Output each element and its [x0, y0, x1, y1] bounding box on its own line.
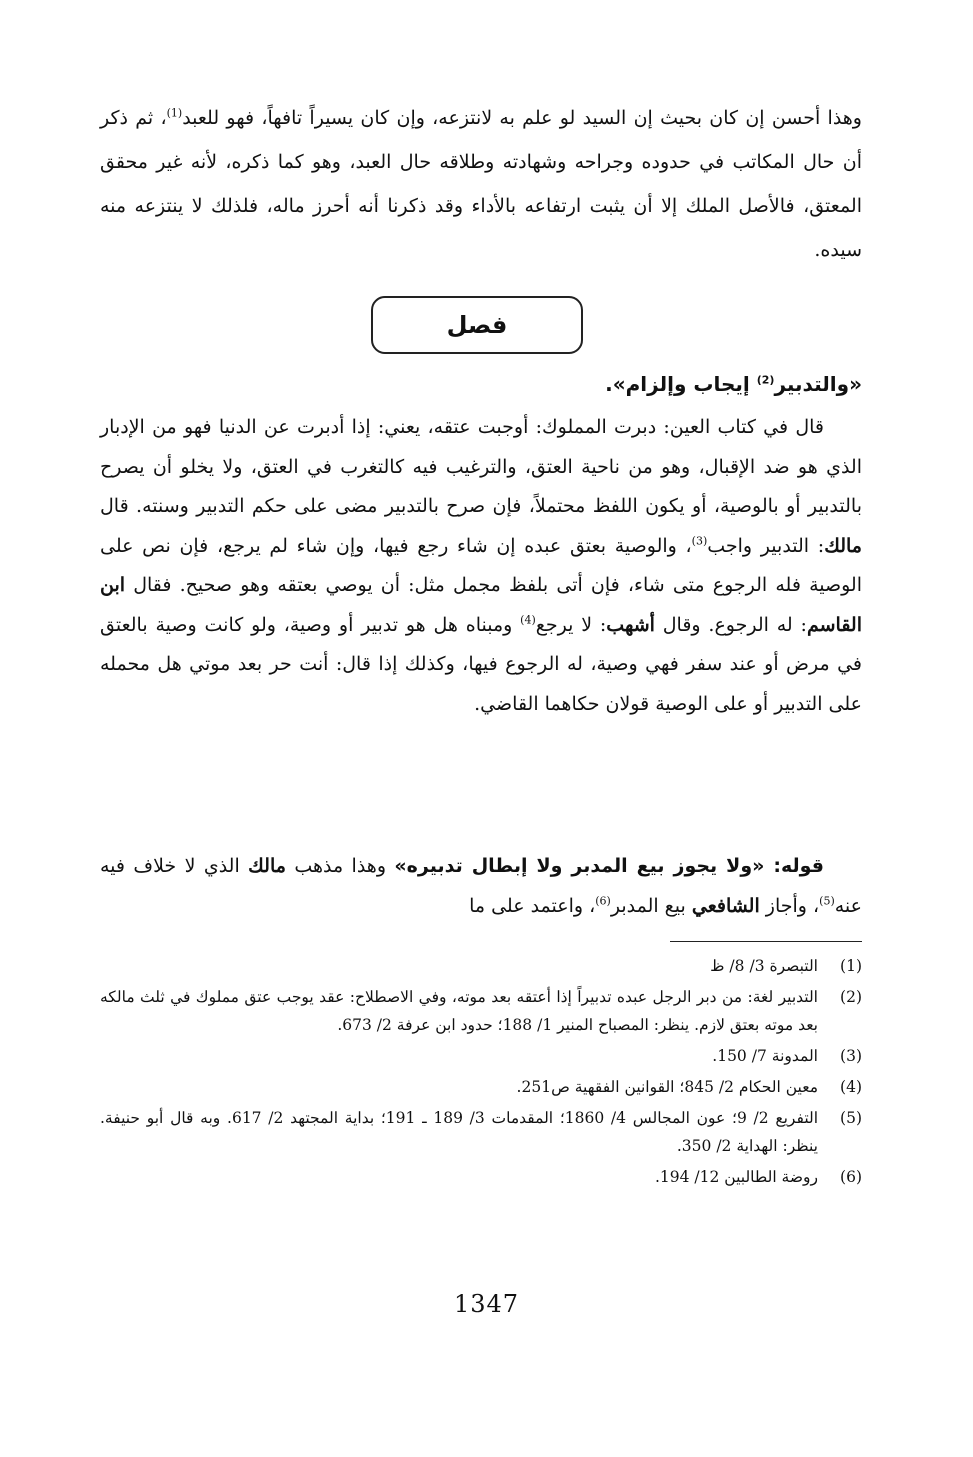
footnote-6 — [100, 1163, 862, 1191]
p2-text-e: ، واعتمد على ما — [469, 895, 596, 917]
footnote-ref-1: (1) — [166, 106, 183, 120]
p2-text-a: وهذا مذهب — [285, 855, 395, 877]
page-number: 1347 — [453, 1290, 520, 1318]
matn-rest: إيجاب وإلزام». — [605, 372, 757, 396]
footnote-5 — [100, 1104, 862, 1160]
p2-text-d: بيع المدبر — [610, 895, 692, 917]
matn-open: «والتدبير — [774, 372, 862, 396]
footnote-ref-5: (5) — [819, 894, 835, 908]
p1-text-e: : لا يرجع — [535, 613, 607, 636]
footnote-text: معين الحكام 2/ 845؛ القوانين الفقهية ص251. — [516, 1078, 818, 1096]
commentary-paragraph-2 — [100, 846, 862, 926]
footnote-number: (5) — [840, 1109, 862, 1127]
footnote-text: المدونة 7/ 150. — [712, 1047, 818, 1065]
footnote-4 — [100, 1073, 862, 1101]
matn-quote — [100, 364, 862, 404]
footnote-text: روضة الطالبين 12/ 194. — [654, 1168, 818, 1186]
footnote-number: (4) — [840, 1078, 862, 1096]
name-shafii: الشافعي — [691, 895, 760, 917]
p1-text-c: ، والوصية بعتق عبده إن شاء رجع فيها، وإن شاء لم يرجع، فإن نص على الوصية فله الرجوع متى شاء، فإن أتى بلفظ مجمل مثل: أن يوصي بعتقه وهو صحيح. فقال — [100, 534, 862, 596]
section-heading: فصل — [446, 311, 508, 339]
top-paragraph — [100, 96, 862, 272]
matn-quote-2: «ولا يجوز بيع المدبر ولا إبطال تدبيره» — [394, 855, 765, 877]
footnote-ref-2: (2) — [756, 373, 775, 387]
footnote-1 — [100, 952, 862, 980]
footnote-3 — [100, 1042, 862, 1070]
footnote-text: التفريع 2/ 9؛ عون المجالس 4/ 1860؛ المقدمات 3/ 189 ـ 191؛ بداية المجتهد 2/ 617. وبه قال أبو حنيفة. ينظر: الهداية 2/ 350. — [100, 1109, 819, 1155]
commentary-paragraph-1 — [100, 408, 862, 724]
p2-text-c: ، وأجاز — [759, 895, 820, 917]
name-ashhab: أشهب — [606, 613, 655, 636]
footnote-text: التبصرة 3/ 8/ ظ — [710, 957, 818, 975]
footnote-number: (6) — [840, 1168, 862, 1186]
p1-text-d: : له الرجوع. وقال — [654, 613, 807, 636]
p2-text-b: الذي لا خلاف فيه عنه — [100, 855, 862, 917]
footnote-number: (3) — [840, 1047, 862, 1065]
footnote-ref-3: (3) — [691, 534, 708, 548]
section-heading-box — [371, 296, 583, 354]
p1-text-a: قال في كتاب العين: دبرت المملوك: أوجبت عتقه، يعني: إذا أدبرت عن الدنيا فهو من الإدبار الذي هو ضد الإقبال، وهو من ناحية العتق، والترغيب فيه كالتغرب في العتق، ولا يخلو أن يصرح بالتدبير أو بالوصية، أو يكون اللفظ محتملاً، فإن صرح بالتدبير مضى على حكم التدبير وسنته. قال — [100, 416, 862, 517]
footnote-text: التدبير لغة: من دبر الرجل عبده تدبيراً إذا أعتقه بعد موته، وفي الاصطلاح: عقد يوجب عتق مملوك في ثلث مالكه بعد موته بعتق لازم. ينظر: المصباح المنير 1/ 188؛ حدود ابن عرفة 2/ 673. — [100, 988, 818, 1034]
p1-text-b: : التدبير واجب — [707, 534, 825, 557]
footnote-2 — [100, 983, 862, 1039]
name-malik: مالك — [824, 534, 862, 557]
top-paragraph-continuation: ، ثم ذكر أن حال المكاتب في حدوده وجراحه وشهادته وطلاقه حال العبد، وهو كما ذكره، لأنه غير محقق المعتق، فالأصل الملك إلا أن يثبت ارتفاعه بالأداء وقد ذكرنا أنه أحرز ماله، فلذلك لا ينتزعه منه سيده. — [100, 107, 862, 261]
footnotes — [100, 952, 862, 1194]
footnote-number: (2) — [840, 988, 862, 1006]
footnote-ref-4: (4) — [520, 613, 536, 627]
name-malik-2: مالك — [248, 855, 286, 877]
footnote-ref-6: (6) — [595, 894, 611, 908]
footnote-separator — [670, 941, 862, 942]
footnote-number: (1) — [840, 957, 862, 975]
qawluhu-label: قوله — [780, 855, 824, 877]
p1-text-f: ومبناه هل هو تدبير أو وصية، ولو كانت وصية بالعتق في مرض أو عند سفر فهي وصية، له الرجوع فيها، وكذلك إذا قال: أنت حر بعد موتي هل محمله على التدبير أو على الوصية قولان حكاهما القاضي. — [100, 613, 862, 715]
qawluhu-colon: : — [764, 855, 781, 877]
name-ibn-qasim: ابن القاسم — [100, 574, 863, 636]
top-paragraph-text: وهذا أحسن إن كان بحيث إن السيد لو علم به لانتزعه، وإن كان يسيراً تافهاً، فهو للعبد — [182, 107, 862, 129]
